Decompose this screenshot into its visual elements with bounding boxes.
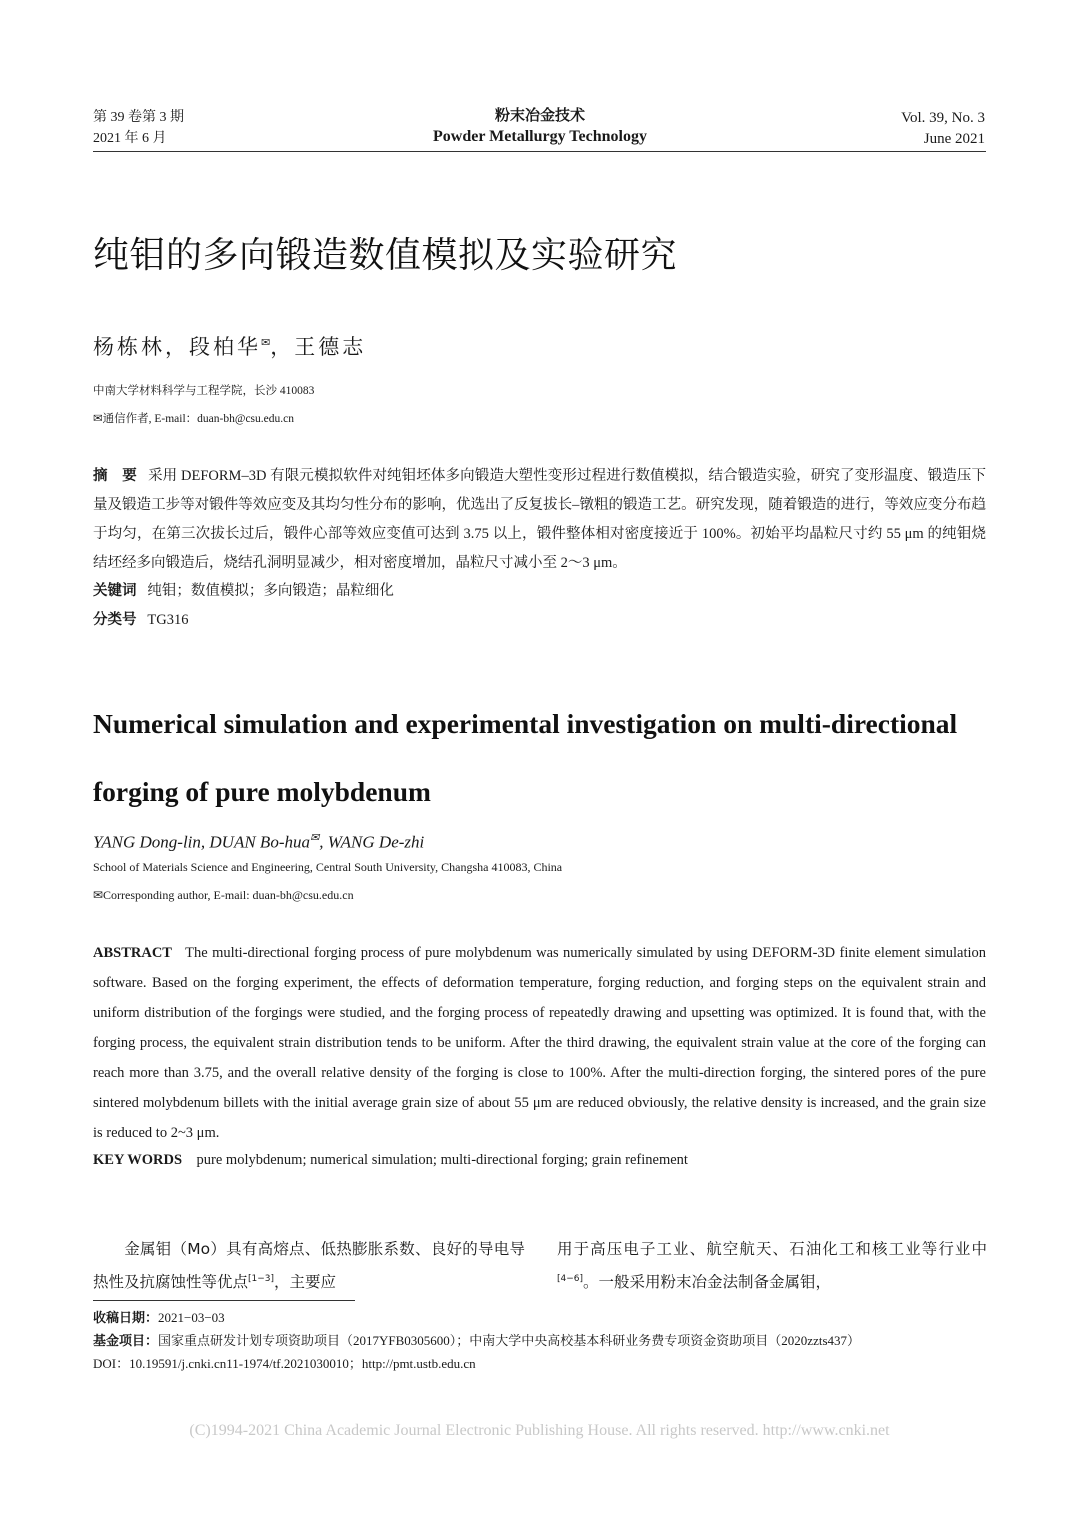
- body-col1-text: 金属钼（Mo）具有高熔点、低热膨胀系数、良好的导电导热性及抗腐蚀性等优点: [93, 1240, 525, 1292]
- received-date: [93, 1307, 986, 1330]
- doi-line[interactable]: DOI：10.19591/j.cnki.cn11-1974/tf.2021030010；http://pmt.ustb.edu.cn: [93, 1356, 476, 1371]
- authors-en-main: YANG Dong-lin, DUAN Bo-hua: [93, 832, 310, 852]
- abstract-en-label: ABSTRACT: [93, 945, 172, 961]
- fund-value: 国家重点研发计划专项资助项目（2017YFB0305600）；中南大学中央高校基本科研业务费专项资金资助项目（2020zzts437）: [158, 1333, 861, 1348]
- issue-date-en: June 2021: [923, 131, 985, 147]
- body-column-right: [557, 1234, 987, 1297]
- corresponding-author-en: ✉Corresponding author, E-mail: duan-bh@csu.edu.cn: [93, 888, 354, 902]
- abstract-cn-text: 采用 DEFORM–3D 有限元模拟软件对纯钼坯体多向锻造大塑性变形过程进行数值模拟，结合锻造实验，研究了变形温度、锻造压下量及锻造工步等对锻件等效应变及其均匀性分布的影响，优选出了反复拔长–镦粗的锻造工艺。研究发现，随着锻造的进行，等效应变分布趋于均匀，在第三次拔长过后，锻件心部等效应变值可达到 3.75 以上，锻件整体相对密度接近于 100%。初始平均晶粒尺寸约 55 μm 的纯钼烧结坯经多向锻造后，烧结孔洞明显减少，相对密度增加，晶粒尺寸减小至 2～3 μm。: [93, 468, 987, 571]
- mail-icon: ✉: [309, 832, 320, 844]
- abstract-cn: [93, 462, 986, 578]
- fund-label: 基金项目：: [93, 1334, 159, 1349]
- affiliation-en: School of Materials Science and Engineering, Central South University, Changsha 410083, China: [93, 860, 563, 874]
- issue-volume-en: Vol. 39, No. 3: [901, 110, 985, 126]
- received-value: 2021−03−03: [158, 1310, 225, 1325]
- journal-name-cn: 粉末冶金技术: [494, 106, 585, 124]
- authors-en-tail: , WANG De-zhi: [319, 832, 425, 852]
- body-col1-tail: ，主要应: [274, 1273, 337, 1292]
- body-column-left: [93, 1234, 525, 1297]
- classification-cn-text: TG316: [147, 612, 189, 628]
- keywords-cn: [93, 577, 394, 606]
- classification-cn: [93, 606, 188, 635]
- paper-title-en-line1: Numerical simulation and experimental investigation on multi-directional: [93, 708, 958, 739]
- affiliation-cn: 中南大学材料科学与工程学院，长沙 410083: [93, 385, 315, 397]
- keywords-cn-label: 关键词: [93, 583, 137, 599]
- keywords-en-label: KEY WORDS: [93, 1152, 183, 1168]
- received-label: 收稿日期：: [93, 1311, 159, 1326]
- footnote: [93, 1307, 986, 1375]
- keywords-cn-text: 纯钼；数值模拟；多向锻造；晶粒细化: [147, 583, 394, 599]
- abstract-en: [93, 938, 986, 1148]
- corresponding-author-cn: ✉通信作者, E-mail：duan-bh@csu.edu.cn: [93, 413, 294, 425]
- body-col2-tail: 。一般采用粉末冶金法制备金属钼，: [583, 1273, 832, 1292]
- issue-volume: 第 39 卷第 3 期: [93, 110, 184, 125]
- journal-issue-info-en: [901, 108, 985, 150]
- abstract-cn-label: 摘 要: [93, 468, 137, 484]
- footnote-divider: [93, 1300, 355, 1301]
- header-divider: [93, 151, 986, 152]
- mail-icon: ✉: [261, 336, 271, 349]
- authors-cn: [93, 328, 366, 362]
- paper-title-en-line2: forging of pure molybdenum: [93, 776, 431, 807]
- classification-cn-label: 分类号: [93, 612, 137, 628]
- journal-name: [340, 104, 740, 148]
- citation-ref[interactable]: [1−3]: [248, 1274, 275, 1284]
- authors-cn-main: 杨栋林，段柏华: [93, 335, 261, 359]
- body-col2-text: 用于高压电子工业、航空航天、石油化工和核工业等行业中: [557, 1240, 987, 1258]
- keywords-en-text: pure molybdenum; numerical simulation; multi-directional forging; grain refinement: [196, 1152, 688, 1168]
- abstract-en-text: The multi-directional forging process of pure molybdenum was numerically simulated by using DEFORM-3D finite element simulation software. Based on the forging experiment, the effects of deformation temperature, forging reduction, and forging steps on the equivalent strain and uniform distribution of the forgings were studied, and the forging process of repeatedly drawing and upsetting was optimized. It is found that, with the forging process, the equivalent strain distribution tends to be uniform. After the third drawing, the equivalent strain value at the core of the forging can reach more than 3.75, and the overall relative density of the forging is close to 100%. After the multi-direction forging, the sintered pores of the pure sintered molybdenum billets with the initial average grain size of about 55 μm are reduced obviously, the relative density is increased, and the grain size is reduced to 2~3 μm.: [93, 945, 987, 1141]
- fund-info: [93, 1330, 986, 1353]
- issue-date: 2021 年 6 月: [93, 131, 167, 146]
- journal-name-en: Powder Metallurgy Technology: [433, 128, 647, 145]
- keywords-en: [93, 1146, 688, 1174]
- authors-cn-tail: ，王德志: [270, 335, 367, 359]
- paper-title-cn: 纯钼的多向锻造数值模拟及实验研究: [93, 235, 678, 276]
- paper-title-en: [93, 690, 986, 826]
- citation-ref[interactable]: [4−6]: [557, 1274, 584, 1284]
- copyright-notice: (C)1994-2021 China Academic Journal Electronic Publishing House. All rights reserved. http://www.cnki.net: [189, 1422, 890, 1439]
- authors-en: [93, 826, 424, 855]
- journal-issue-info: [93, 107, 184, 149]
